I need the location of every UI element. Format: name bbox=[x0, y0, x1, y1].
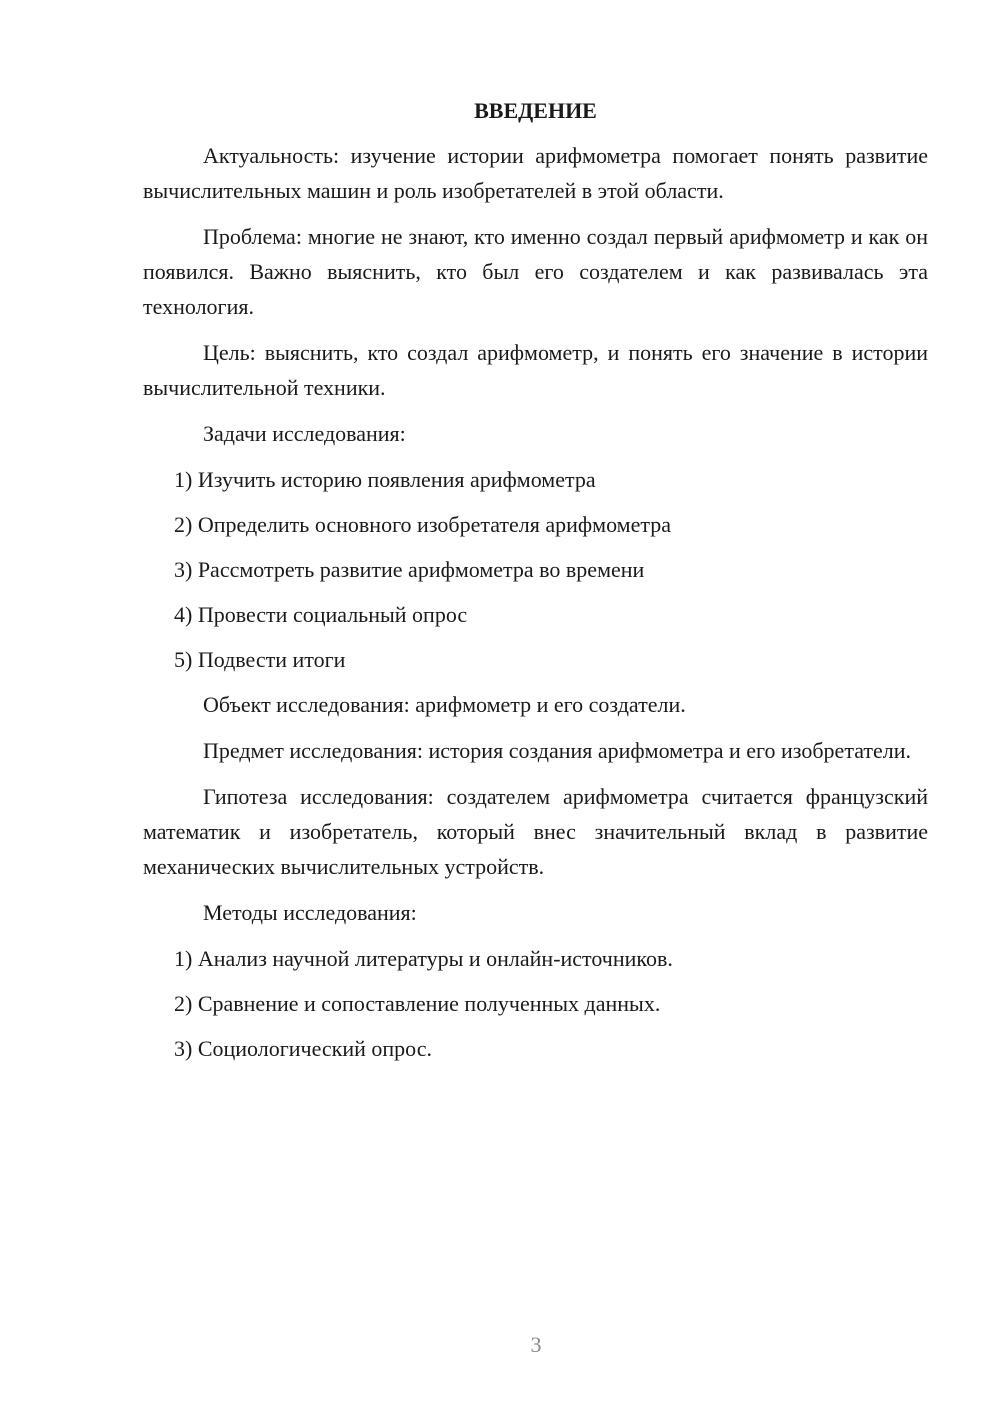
goal-paragraph: Цель: выяснить, кто создал арифмометр, и понять его значение в истории вычислительной техники. bbox=[143, 340, 928, 400]
tasks-list bbox=[143, 462, 928, 677]
problem-paragraph: Проблема: многие не знают, кто именно создал первый арифмометр и как он появился. Важно выяснить, кто был его создателем и как развивалась эта технология. bbox=[143, 224, 928, 319]
list-item: 5) Подвести итоги bbox=[174, 647, 346, 672]
page-content bbox=[143, 95, 928, 1076]
subject-paragraph: Предмет исследования: история создания арифмометра и его изобретатели. bbox=[203, 738, 912, 763]
list-item: 2) Определить основного изобретателя арифмометра bbox=[174, 512, 672, 537]
list-item: 4) Провести социальный опрос bbox=[174, 602, 468, 627]
list-item: 1) Анализ научной литературы и онлайн-источников. bbox=[174, 946, 673, 971]
tasks-heading: Задачи исследования: bbox=[203, 421, 406, 446]
object-paragraph: Объект исследования: арифмометр и его создатели. bbox=[203, 692, 686, 717]
page-number: 3 bbox=[530, 1332, 542, 1357]
methods-heading: Методы исследования: bbox=[203, 900, 417, 925]
hypothesis-paragraph: Гипотеза исследования: создателем арифмометра считается французский математик и изобретатель, который внес значительный вклад в развитие механических вычислительных устройств. bbox=[143, 784, 928, 879]
list-item: 1) Изучить историю появления арифмометра bbox=[174, 467, 596, 492]
relevance-paragraph: Актуальность: изучение истории арифмометра помогает понять развитие вычислительных машин и роль изобретателей в этой области. bbox=[143, 143, 928, 203]
methods-list bbox=[143, 941, 928, 1066]
list-item: 2) Сравнение и сопоставление полученных данных. bbox=[174, 991, 661, 1016]
list-item: 3) Социологический опрос. bbox=[174, 1036, 432, 1061]
list-item: 3) Рассмотреть развитие арифмометра во времени bbox=[174, 557, 645, 582]
page-title: ВВЕДЕНИЕ bbox=[474, 98, 597, 123]
